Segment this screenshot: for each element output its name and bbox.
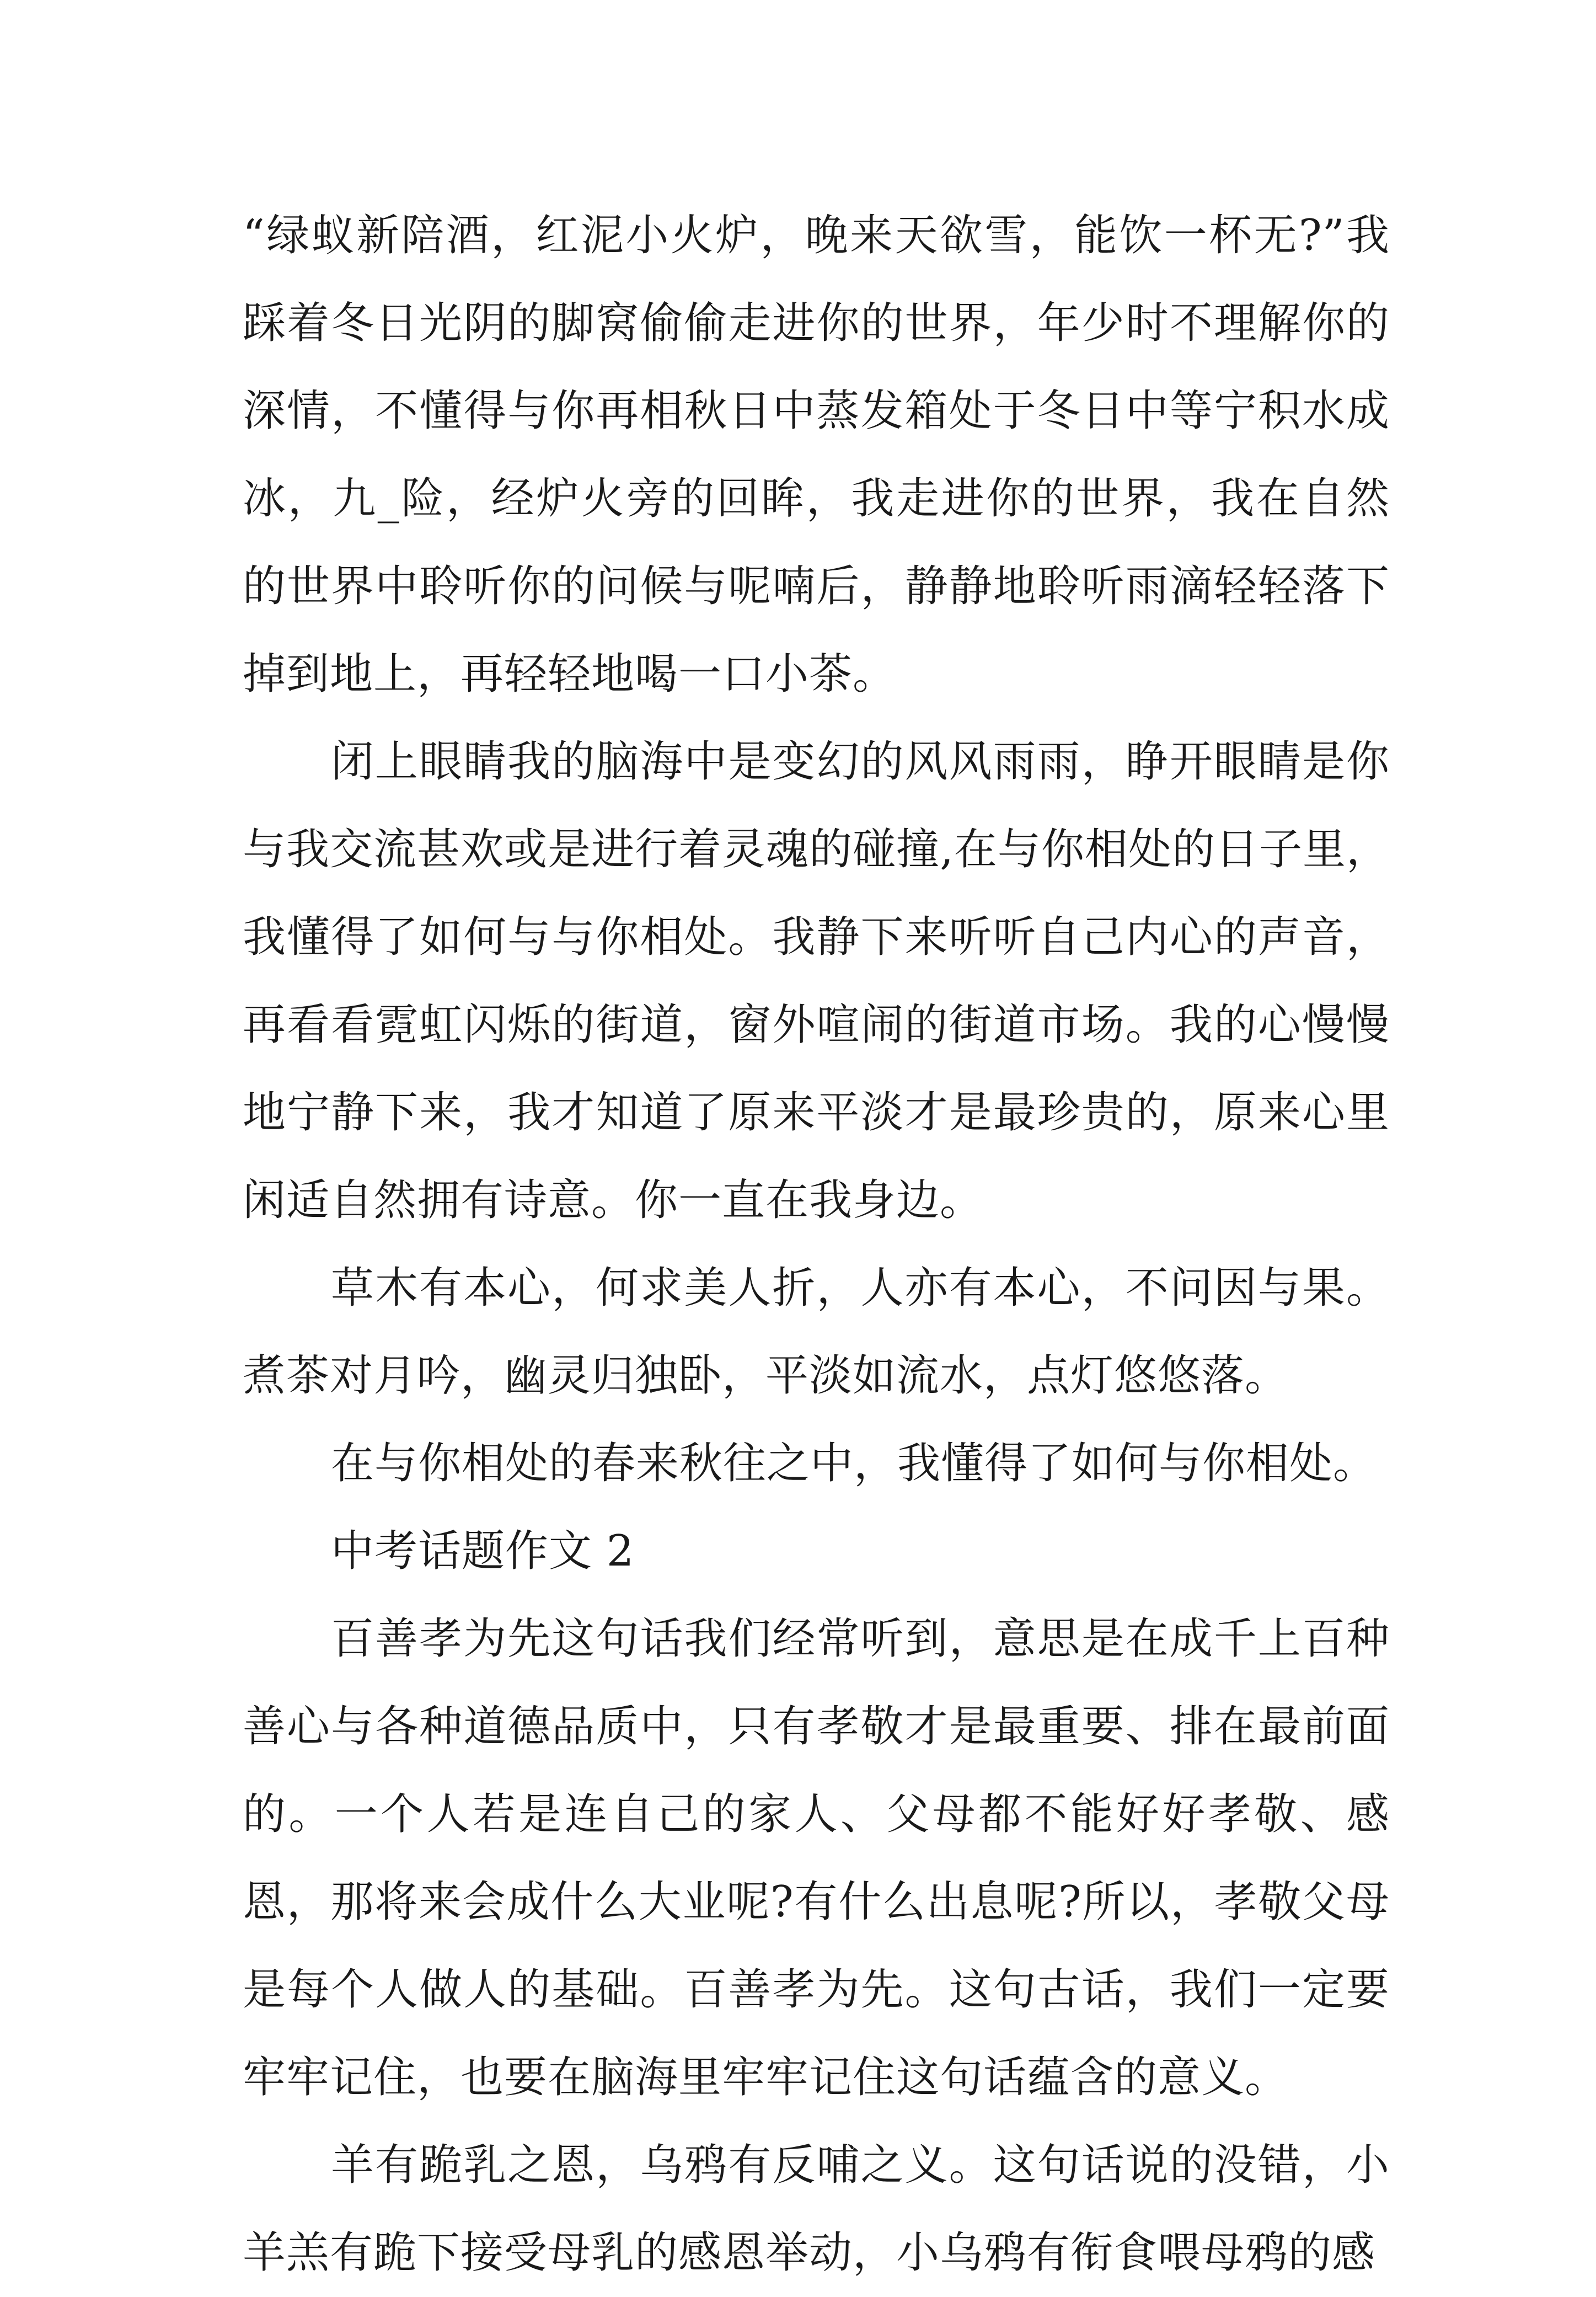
section-heading: 中考话题作文 2 bbox=[331, 1526, 635, 1576]
paragraph-1: “绿蚁新陪酒，红泥小火炉，晚来天欲雪，能饮一杯无?”我踩着冬日光阴的脚窝偷偷走进你的世界，年少时不理解你的深情，不懂得与你再相秋日中蒸发箱处于冬日中等宁积水成冰，九_险，经炉火旁的回眸，我走进你的世界，我在自然的世界中聆听你的问候与呢喃后，静静地聆听雨滴轻轻落下掉到地上，再轻轻地喝一口小茶。 bbox=[243, 211, 1390, 699]
document-body bbox=[243, 192, 1390, 2297]
paragraph-4: 在与你相处的春来秋往之中，我懂得了如何与你相处。 bbox=[331, 1439, 1377, 1488]
paragraph-5: 百善孝为先这句话我们经常听到，意思是在成千上百种善心与各种道德品质中，只有孝敬才是最重要、排在最前面的。一个人若是连自己的家人、父母都不能好好孝敬、感恩，那将来会成什么大业呢?有什么出息呢?所以，孝敬父母是每个人做人的基础。百善孝为先。这句古话，我们一定要牢牢记住，也要在脑海里牢牢记住这句话蕴含的意义。 bbox=[243, 1614, 1390, 2102]
paragraph-6: 羊有跪乳之恩，乌鸦有反哺之义。这句话说的没错，小羊羔有跪下接受母乳的感恩举动，小乌鸦有衔食喂母鸦的感 bbox=[243, 2140, 1390, 2278]
paragraph-2: 闭上眼睛我的脑海中是变幻的风风雨雨，睁开眼睛是你与我交流甚欢或是进行着灵魂的碰撞,在与你相处的日子里，我懂得了如何与与你相处。我静下来听听自己内心的声音，再看看霓虹闪烁的街道，窗外喧闹的街道市场。我的心慢慢地宁静下来，我才知道了原来平淡才是最珍贵的，原来心里闲适自然拥有诗意。你一直在我身边。 bbox=[243, 737, 1390, 1225]
paragraph-3: 草木有本心，何求美人折，人亦有本心，不问因与果。煮茶对月吟，幽灵归独卧，平淡如流水，点灯悠悠落。 bbox=[243, 1263, 1390, 1401]
